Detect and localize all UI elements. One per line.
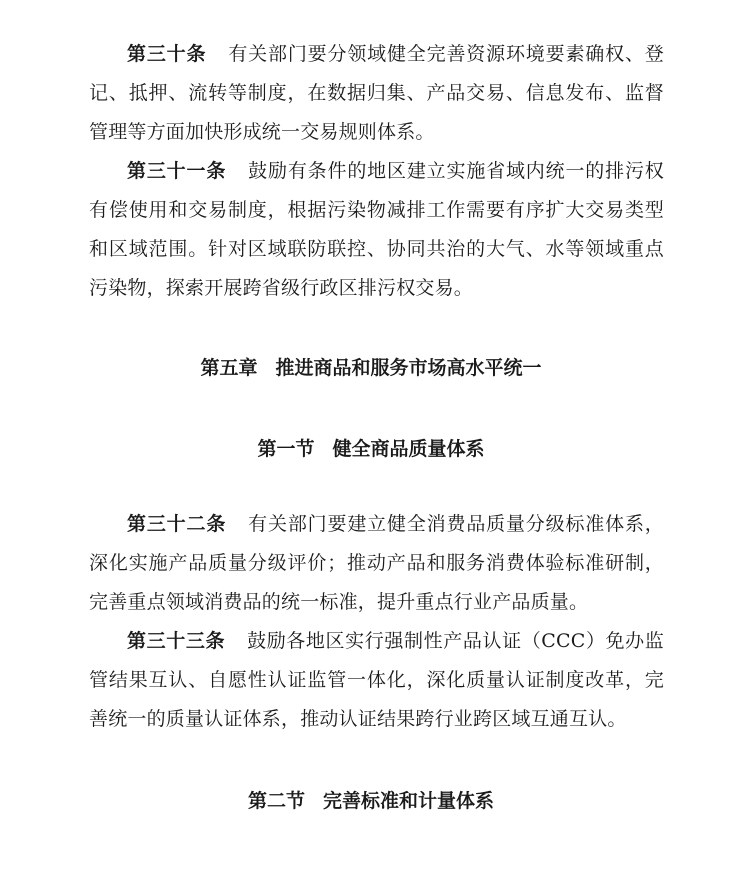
article-32 — [89, 505, 664, 622]
article-30-label: 第三十条 — [127, 43, 207, 65]
chapter-number: 第五章 — [200, 357, 258, 379]
article-31-text: 鼓励有条件的地区建立实施省域内统一的排污权有偿使用和交易制度，根据污染物减排工作需要有序扩大交易类型和区域范围。针对区域联防联控、协同共治的大气、水等领域重点污染物，探索开展跨省级行政区排污权交易。 — [89, 160, 664, 299]
section-2-title: 完善标准和计量体系 — [323, 790, 495, 812]
article-33 — [89, 622, 664, 739]
section-2-number: 第二节 — [247, 790, 305, 812]
article-31-label: 第三十一条 — [127, 160, 227, 182]
chapter-title: 推进商品和服务市场高水平统一 — [275, 357, 542, 379]
section-1-title: 健全商品质量体系 — [332, 438, 485, 460]
article-30 — [89, 35, 664, 152]
section-2-heading — [0, 786, 742, 813]
article-33-text: 鼓励各地区实行强制性产品认证（CCC）免办监管结果互认、自愿性认证监管一体化，深化质量认证制度改革，完善统一的质量认证体系，推动认证结果跨行业跨区域互通互认。 — [89, 630, 664, 730]
article-32-label: 第三十二条 — [127, 513, 227, 535]
section-1-heading — [0, 434, 742, 461]
chapter-heading — [0, 353, 742, 380]
article-33-label: 第三十三条 — [127, 630, 226, 652]
article-31 — [89, 152, 664, 308]
article-30-text: 有关部门要分领域健全完善资源环境要素确权、登记、抵押、流转等制度，在数据归集、产品交易、信息发布、监督管理等方面加快形成统一交易规则体系。 — [89, 43, 664, 143]
article-32-text: 有关部门要建立健全消费品质量分级标准体系，深化实施产品质量分级评价；推动产品和服务消费体验标准研制，完善重点领域消费品的统一标准，提升重点行业产品质量。 — [89, 513, 664, 613]
section-1-number: 第一节 — [257, 438, 315, 460]
